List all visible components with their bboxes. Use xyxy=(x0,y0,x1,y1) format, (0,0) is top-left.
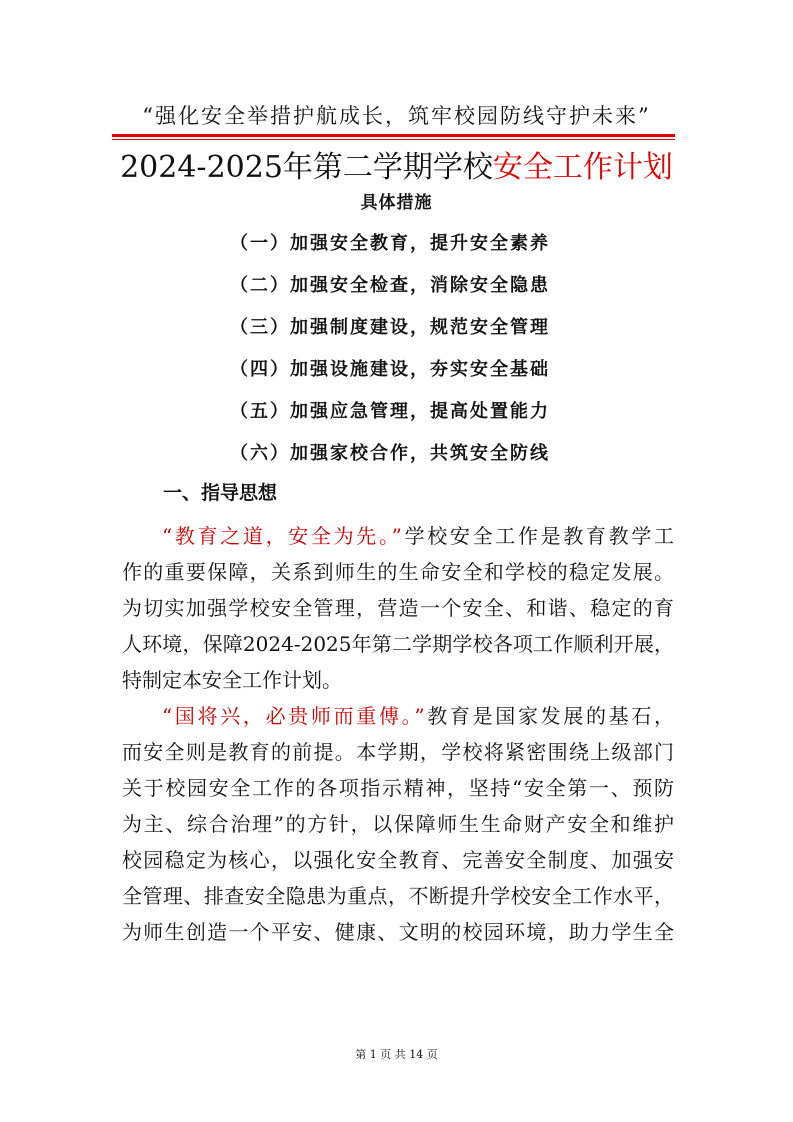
page-footer: 第 1 页 共 14 页 xyxy=(355,1048,438,1061)
measure-item: （二）加强安全检查，消除安全隐患 xyxy=(230,275,550,296)
header-rule-thin xyxy=(112,139,675,140)
line-text: 学校安全工作是教育教学工 xyxy=(401,524,675,548)
quote: “教育之道，安全为先。” xyxy=(162,524,402,548)
section-heading: 一、指导思想 xyxy=(163,482,278,504)
measure-item: （五）加强应急管理，提高处置能力 xyxy=(230,401,550,422)
paragraph-line: 人环境，保障2024-2025年第二学期学校各项工作顺利开展， xyxy=(122,632,674,656)
document-title xyxy=(0,142,793,186)
paragraph-line: 校园稳定为核心，以强化安全教育、完善安全制度、加强安 xyxy=(122,848,674,872)
title-black: 2024-2025年第二学期学校 xyxy=(120,150,493,185)
paragraph-line xyxy=(122,698,674,734)
quote: “国将兴，必贵师而重傅。” xyxy=(162,704,425,728)
paragraph-line: 为主、综合治理”的方针，以保障师生生命财产安全和维护 xyxy=(122,812,674,836)
paragraph-line: 为师生创造一个平安、健康、文明的校园环境，助力学生全 xyxy=(122,920,674,944)
header-rule-thick xyxy=(112,134,675,137)
paragraph-line: 而安全则是教育的前提。本学期，学校将紧密围绕上级部门 xyxy=(122,740,674,764)
measure-item: （四）加强设施建设，夯实安全基础 xyxy=(230,359,550,380)
paragraph-line: 关于校园安全工作的各项指示精神，坚持“安全第一、预防 xyxy=(122,776,674,800)
body-text xyxy=(122,518,674,950)
subtitle: 具体措施 xyxy=(360,193,433,213)
measure-item: （三）加强制度建设，规范安全管理 xyxy=(230,317,550,338)
paragraph-line: 特制定本安全工作计划。 xyxy=(122,668,342,692)
line-text: 教育是国家发展的基石， xyxy=(424,704,674,728)
paragraph-line: 为切实加强学校安全管理，营造一个安全、和谐、稳定的育 xyxy=(122,596,674,620)
paragraph-line xyxy=(122,518,674,554)
measure-item: （六）加强家校合作，共筑安全防线 xyxy=(230,443,550,464)
title-red: 安全工作计划 xyxy=(492,150,673,185)
measures-list xyxy=(230,229,550,481)
paragraph-line: 作的重要保障，关系到师生的生命安全和学校的稳定发展。 xyxy=(122,560,674,584)
slogan: “强化安全举措护航成长，筑牢校园防线守护未来” xyxy=(142,104,651,128)
measure-item: （一）加强安全教育，提升安全素养 xyxy=(230,233,550,254)
paragraph-line: 全管理、排查安全隐患为重点，不断提升学校安全工作水平， xyxy=(122,884,674,908)
